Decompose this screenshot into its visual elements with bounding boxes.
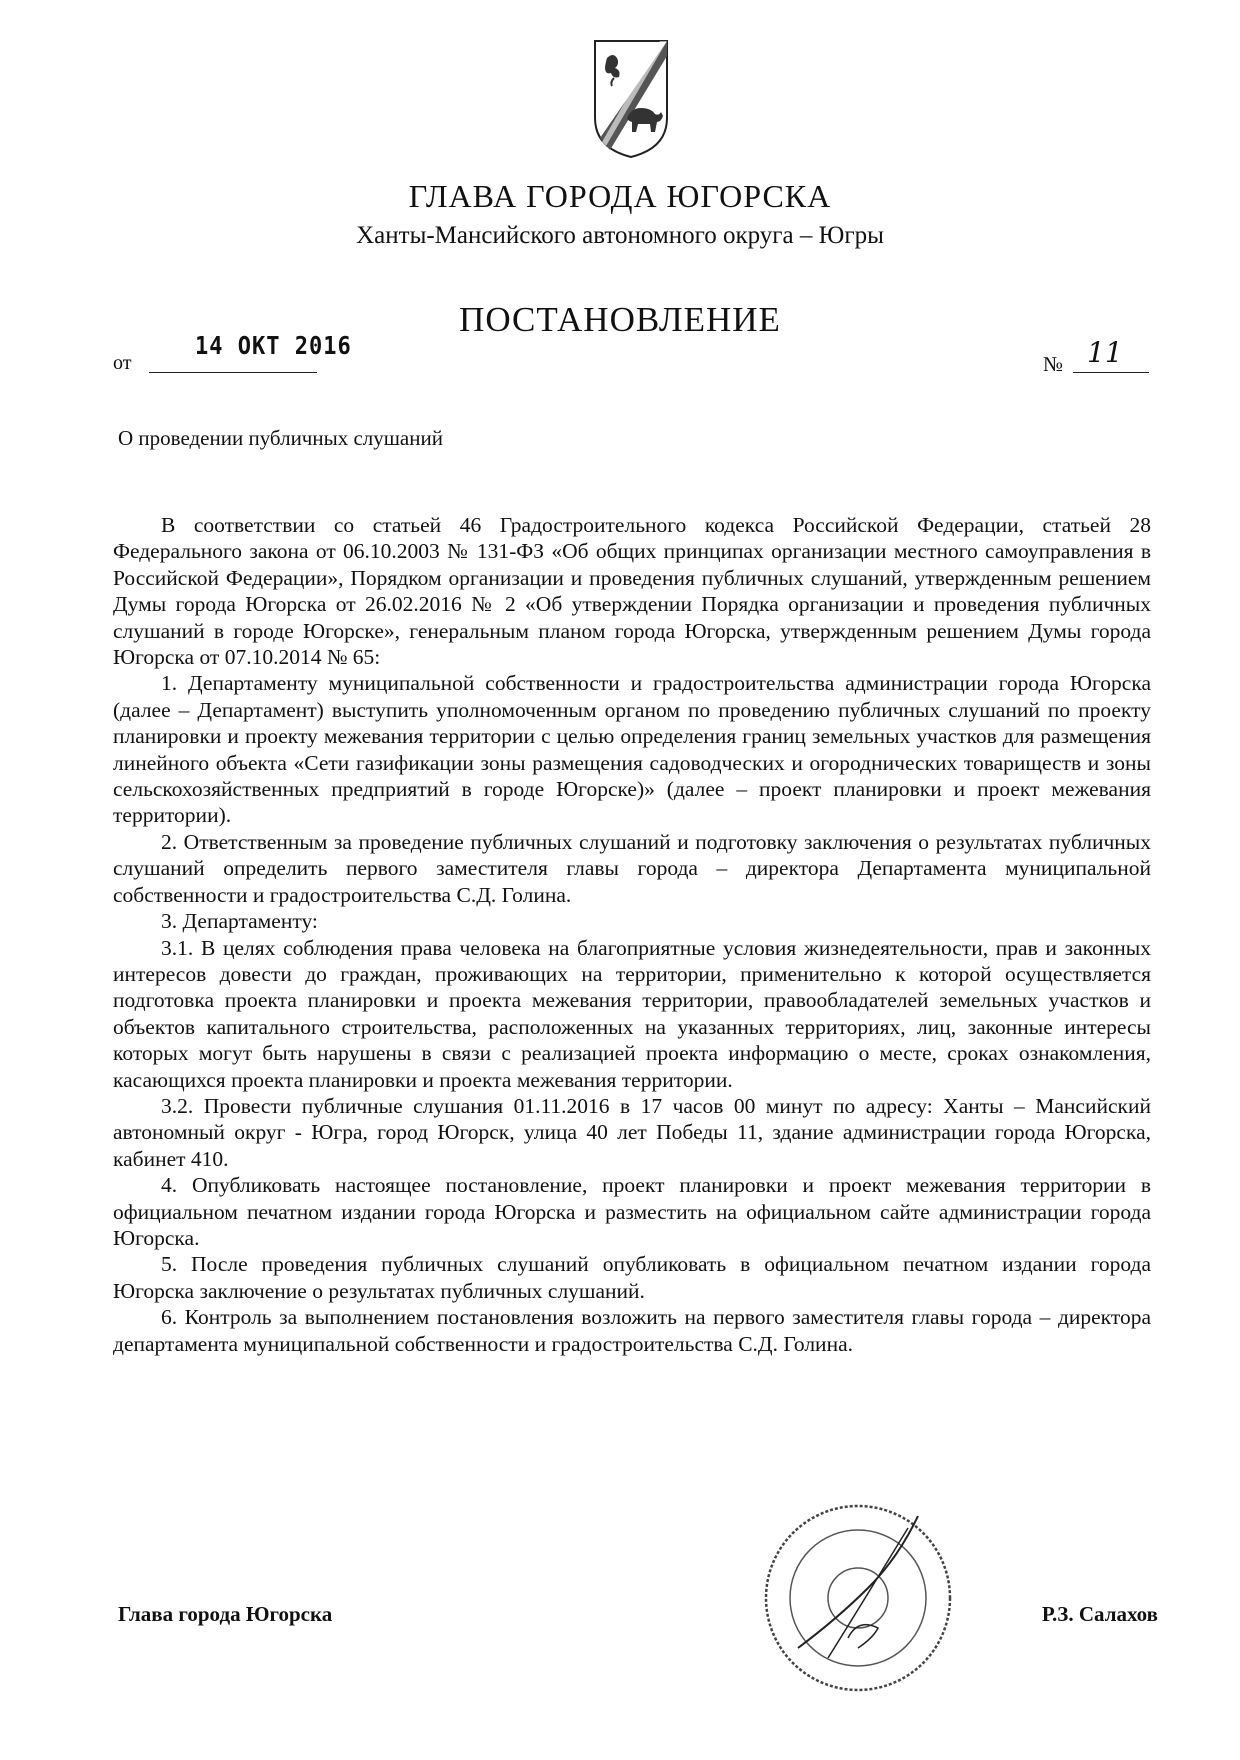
signatory-position: Глава города Югорска [118, 1602, 333, 1626]
clause-3-1: 3.1. В целях соблюдения права человека на благоприятные условия жизнедеятельности, прав и законных интересов довести до граждан, проживающих на территории, применительно к которой осуществляется подготовка проекта планировки и проекта межевания территории, правообладателей земельных участков и объектов капитального строительства, расположенных на указанных территориях, лиц, законные интересы которых могут быть нарушены в связи с реализацией проекта информацию о месте, сроках ознакомления, касающихся проекта планировки и проекта межевания территории. [113, 935, 1151, 1092]
number-label: № [1043, 352, 1064, 376]
authority-subtitle: Ханты-Мансийского автономного округа – Югры [356, 222, 884, 249]
clause-4: 4. Опубликовать настоящее постановление, проект планировки и проект межевания территории в официальном печатном издании города Югорска и разместить на официальном сайте администрации города Югорска. [113, 1173, 1151, 1250]
number-handwritten: 11 [1087, 336, 1123, 369]
date-stamp: 14 ОКТ 2016 [195, 332, 352, 361]
document-subject: О проведении публичных слушаний [118, 426, 443, 450]
date-number-row [113, 332, 1153, 382]
date-label: от [113, 352, 132, 374]
preamble-paragraph: В соответствии со статьей 46 Градостроительного кодекса Российской Федерации, статьей 28 Федерального закона от 06.10.2003 № 131-ФЗ «Об общих принципах организации местного самоуправления в Российской Федерации», Порядком организации и проведения публичных слушаний, утвержденным решением Думы города Югорска от 26.02.2016 № 2 «Об утверждении Порядка организации и проведения публичных слушаний в городе Югорске», генеральным планом города Югорска, утвержденным решением Думы города Югорска от 07.10.2014 № 65: [113, 513, 1151, 670]
official-seal-stamp [758, 1498, 958, 1698]
document-body [113, 512, 1151, 1357]
clause-3-2: 3.2. Провести публичные слушания 01.11.2016 в 17 часов 00 минут по адресу: Ханты – Мансийский автономный округ - Югра, город Югорск, улица 40 лет Победы 11, здание администрации города Югорска, кабинет 410. [113, 1093, 1151, 1171]
number-underline [1073, 372, 1149, 373]
date-underline [149, 372, 317, 373]
authority-title: ГЛАВА ГОРОДА ЮГОРСКА [408, 178, 832, 214]
signatory-name: Р.З. Салахов [1041, 1602, 1158, 1626]
document-type: ПОСТАНОВЛЕНИЕ [459, 300, 781, 339]
clause-5: 5. После проведения публичных слушаний опубликовать в официальном печатном издании города Югорска заключение о результатах публичных слушаний. [113, 1252, 1151, 1303]
clause-1: 1. Департаменту муниципальной собственности и градостроительства администрации города Югорска (далее – Департамент) выступить уполномоченным органом по проведению публичных слушаний по проекту планировки и проекту межевания территории с целью определения границ земельных участков для размещения линейного объекта «Сети газификации зоны размещения садоводческих и огороднических товариществ и зоны сельскохозяйственных предприятий в городе Югорске)» (далее – проект планировки и проект межевания территории). [113, 671, 1151, 828]
clause-2: 2. Ответственным за проведение публичных слушаний и подготовку заключения о результатах публичных слушаний определить первого заместителя главы города – директора Департамента муниципальной собственности и градостроительства С.Д. Голина. [113, 829, 1151, 907]
clause-3: 3. Департаменту: [161, 909, 318, 934]
coat-of-arms-icon [592, 38, 670, 160]
clause-6: 6. Контроль за выполнением постановления возложить на первого заместителя главы города – директора департамента муниципальной собственности и градостроительства С.Д. Голина. [113, 1305, 1151, 1356]
